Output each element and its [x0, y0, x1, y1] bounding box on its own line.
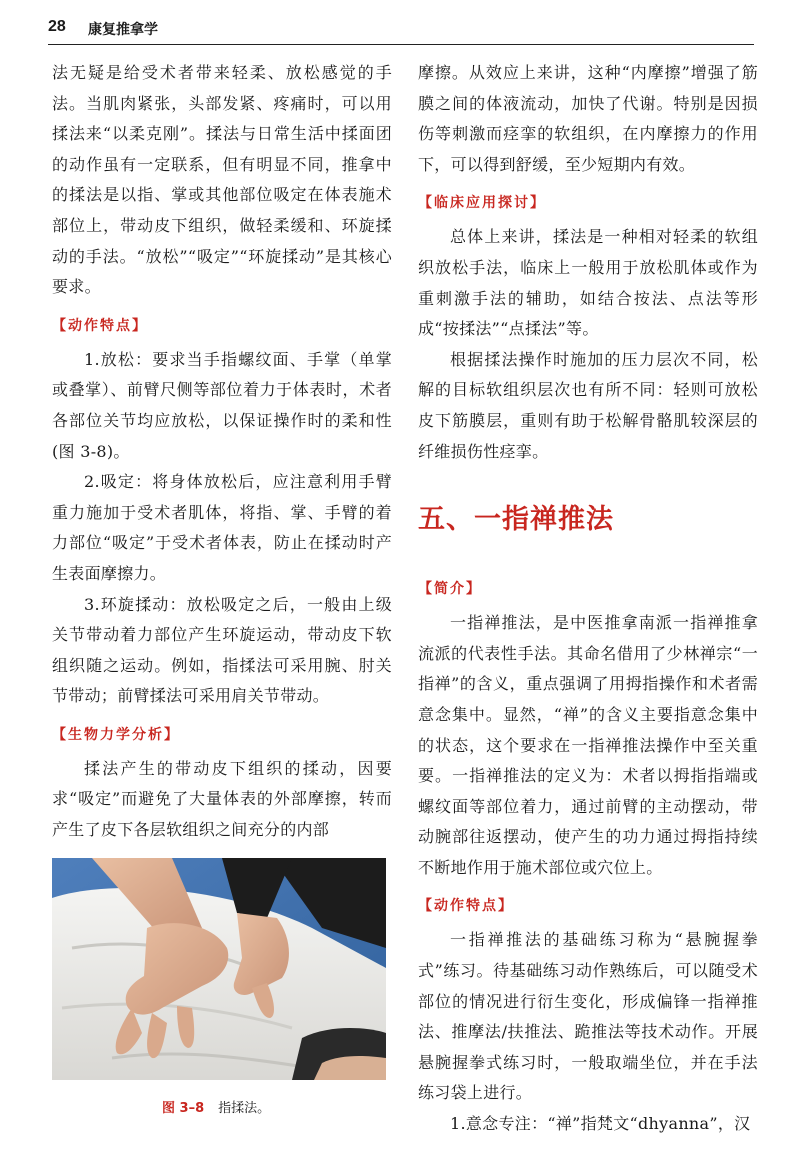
- body-paragraph: 总体上来讲，揉法是一种相对轻柔的软组织放松手法，临床上一般用于放松肌体或作为重刺激手法的辅助，如结合按法、点法等形成“按揉法”“点揉法”等。: [418, 227, 758, 339]
- body-paragraph: 一指禅推法，是中医推拿南派一指禅推拿流派的代表性手法。其命名借用了少林禅宗“一指禅”的含义，重点强调了用拇指操作和术者需意念集中。显然，“禅”的含义主要指意念集中的状态，这个要求在一指禅推法操作中至关重要。一指禅推法的定义为：术者以拇指指端或螺纹面等部位着力，通过前臂的主动摆动，带动腕部往返摆动，使产生的功力通过拇指持续不断地作用于施术部位或穴位上。: [418, 613, 758, 877]
- body-paragraph: 揉法产生的带动皮下组织的揉动，因要求“吸定”而避免了大量体表的外部摩擦，转而产生了皮下各层软组织之间充分的内部: [52, 758, 392, 840]
- list-item: 1.意念专注：“禅”指梵文“dhyanna”，汉: [450, 1114, 751, 1134]
- list-item: 1.放松：要求当手指螺纹面、手掌（单掌或叠掌）、前臂尺侧等部位着力于体表时，术者各部位关节均应放松，以保证操作时的柔和性(图 3-8)。: [52, 349, 392, 461]
- section-label-text: 生物力学分析: [68, 726, 164, 743]
- chapter-title: 五、一指禅推法: [418, 504, 614, 536]
- section-label-text: 临床应用探讨: [434, 195, 530, 212]
- section-label-action: 【动作特点】: [418, 898, 514, 915]
- section-label-text: 动作特点: [434, 898, 498, 915]
- figure-caption-text: 指揉法。: [218, 1101, 271, 1116]
- body-paragraph: 一指禅推法的基础练习称为“悬腕握拳式”练习。待基础练习动作熟练后，可以随受术部位的情况进行衍生变化，形成偏锋一指禅推法、推摩法/扶推法、跪推法等技术动作。开展悬腕握拳式练习时，一般取端坐位，并在手法练习袋上进行。: [418, 930, 758, 1103]
- left-column: [52, 58, 392, 846]
- section-label-intro: 【简介】: [418, 581, 482, 598]
- running-title: 康复推拿学: [88, 22, 158, 38]
- section-label-biomechanics: 【生物力学分析】: [52, 726, 180, 743]
- section-label-text: 简介: [434, 581, 466, 598]
- page-number: 28: [48, 18, 66, 35]
- section-label-text: 动作特点: [68, 317, 132, 334]
- right-column: [418, 58, 758, 1140]
- figure-number: 图 3–8: [162, 1101, 205, 1116]
- figure-caption: [162, 1097, 270, 1116]
- list-item: 3.环旋揉动：放松吸定之后，一般由上级关节带动着力部位产生环旋运动，带动皮下软组织随之运动。例如，指揉法可采用腕、肘关节带动；前臂揉法可采用肩关节带动。: [52, 594, 392, 706]
- photo-illustration: [52, 858, 386, 1080]
- list-item: 2.吸定：将身体放松后，应注意利用手臂重力施加于受术者肌体，将指、掌、手臂的着力部位“吸定”于受术者体表，防止在揉动时产生表面摩擦力。: [52, 472, 392, 583]
- body-paragraph: 摩擦。从效应上来讲，这种“内摩擦”增强了筋膜之间的体液流动，加快了代谢。特别是因损伤等刺激而痉挛的软组织，在内摩擦力的作用下，可以得到舒缓，至少短期内有效。: [418, 63, 758, 174]
- figure-finger-kneading-photo: [52, 858, 386, 1080]
- page-header: [48, 18, 754, 45]
- body-paragraph: 根据揉法操作时施加的压力层次不同，松解的目标软组织层次也有所不同：轻则可放松皮下筋膜层，重则有助于松解骨骼肌较深层的纤维损伤性痉挛。: [418, 349, 758, 461]
- section-label-clinical: 【临床应用探讨】: [418, 195, 546, 212]
- body-paragraph: 法无疑是给受术者带来轻柔、放松感觉的手法。当肌肉紧张，头部发紧、疼痛时，可以用揉法来“以柔克刚”。揉法与日常生活中揉面团的动作虽有一定联系，但有明显不同，推拿中的揉法是以指、掌或其他部位吸定在体表施术部位上，带动皮下组织，做轻柔缓和、环旋揉动的手法。“放松”“吸定”“环旋揉动”是其核心要求。: [52, 63, 392, 297]
- section-label-action: 【动作特点】: [52, 317, 148, 334]
